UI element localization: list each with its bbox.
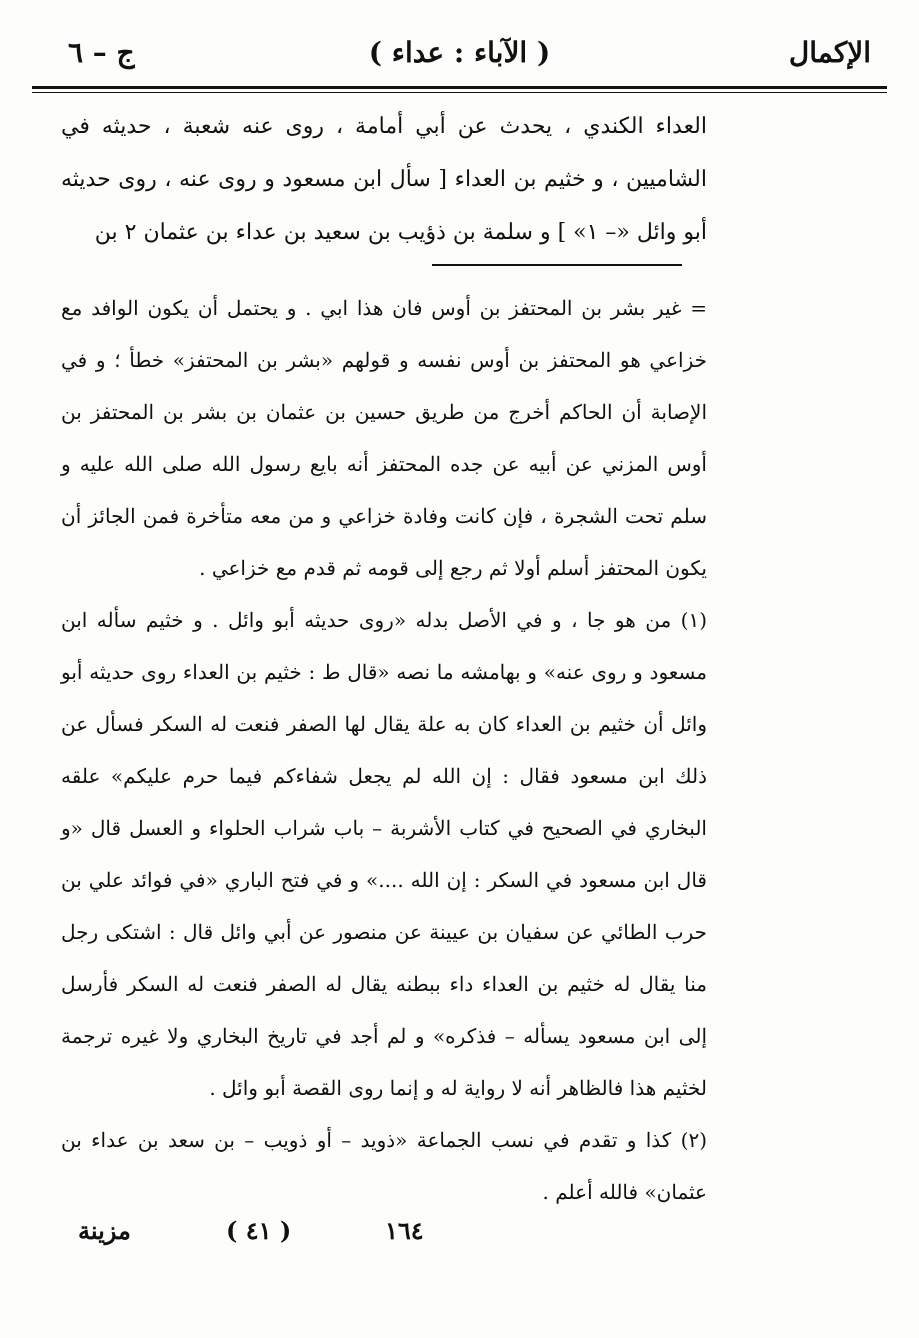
section-title: ( الآباء : عداء ) — [368, 36, 551, 69]
footnote-continued: = غير بشر بن المحتفز بن أوس فان هذا ابي . و يحتمل أن يكون الوافد مع خزاعي هو المحتفز بن أوس نفسه و قولهم «بشر بن المحتفز» خطأ ؛ و في الإصابة أن الحاكم أخرج من طريق حسين بن عثمان بن بشر بن المحتفز بن أوس المزني عن أبيه عن جده المحتفز أنه بايع رسول الله صلى الله عليه و سلم تحت الشجرة ، فإن كانت وفادة خزاعي و من معه متأخرة فمن الجائز أن يكون المحتفز أسلم أولا ثم رجع إلى قومه ثم قدم مع خزاعي . — [61, 296, 707, 580]
header-rule-thin — [32, 92, 887, 93]
footnotes — [61, 282, 707, 1218]
tribe-name: مزينة — [78, 1216, 131, 1245]
footnote-1: (١) من هو جا ، و في الأصل بدله «روى حديثه أبو وائل . و خثيم سأله ابن مسعود و روى عنه» و بهامشه ما نصه «قال ط : خثيم بن العداء روى حديثه أبو وائل أن خثيم بن العداء كان به علة يقال لها الصفر فنعت له السكر فسأل عن ذلك ابن مسعود فقال : إن الله لم يجعل شفاءكم فيما حرم عليكم» علقه البخاري في الصحيح في كتاب الأشربة – باب شراب الحلواء و العسل قال «و قال ابن مسعود في السكر : إن الله ....» و في فتح الباري «في فوائد علي بن حرب الطائي عن سفيان بن عيينة عن منصور عن أبي وائل قال : اشتكى رجل منا يقال له خثيم بن العداء داء ببطنه يقال له الصفر فنعت له السكر فأرسل إلى ابن مسعود يسأله – فذكره» و لم أجد في تاريخ البخاري ولا غيره ترجمة لخثيم هذا فالظاهر أنه لا رواية له و إنما روى القصة أبو وائل . — [61, 608, 707, 1100]
book-title: الإكمال — [788, 36, 871, 69]
page-footer — [30, 1216, 889, 1256]
footnote-2: (٢) كذا و تقدم في نسب الجماعة «ذويد – أو ذويب – بن سعد بن عداء بن عثمان» فالله أعلم . — [61, 1128, 707, 1204]
volume-label: ج – ٦ — [68, 36, 135, 69]
page-header — [30, 30, 889, 80]
footnote-divider — [432, 264, 682, 266]
main-paragraph: العداء الكندي ، يحدث عن أبي أمامة ، روى عنه شعبة ، حديثه في الشاميين ، و خثيم بن العداء [ سأل ابن مسعود و روى عنه ، روى حديثه أبو وائل «– ١» ] و سلمة بن ذؤيب بن سعيد بن عداء بن عثمان ٢ بن — [61, 114, 707, 245]
header-rule — [32, 86, 887, 89]
page-number: ١٦٤ — [385, 1216, 424, 1245]
main-text — [61, 100, 707, 259]
section-number: ( ٤١ ) — [226, 1216, 292, 1245]
